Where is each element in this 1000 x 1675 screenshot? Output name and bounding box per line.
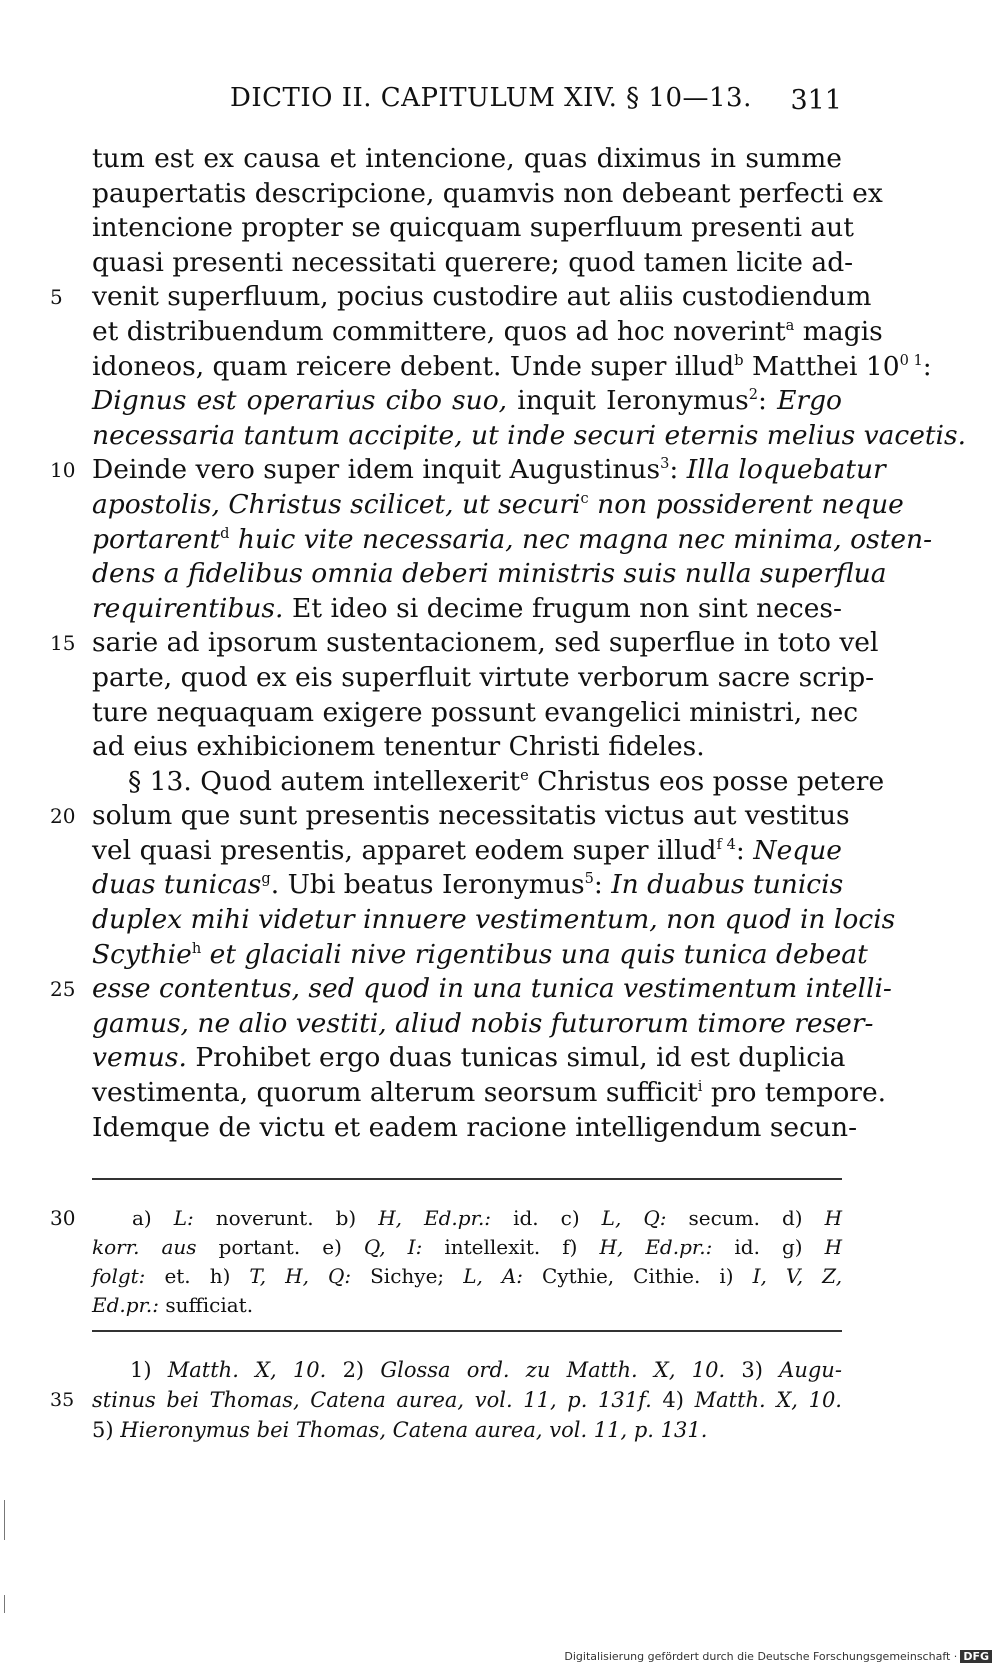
text-line: 10 Deinde vero super idem inquit Augustinus$^3$: Illa loquebatur <box>92 453 842 488</box>
running-title: DICTIO II. CAPITULUM XIV. § 10—13. <box>230 83 752 113</box>
apparatus-line: 30 a) L: noverunt. b) H, Ed.pr.: id. c) L, Q: secum. d) H <box>92 1204 842 1233</box>
text-line: 20 solum que sunt presentis necessitatis victus aut vestitus <box>92 799 842 834</box>
line-number: 10 <box>50 458 76 483</box>
text-line: vemus. Prohibet ergo duas tunicas simul, id est duplicia <box>92 1042 846 1074</box>
text-line: paupertatis descripcione, quamvis non debeant perfecti ex <box>92 177 883 209</box>
apparatus-line: folgt: et. h) T, H, Q: Sichye; L, A: Cythie, Cithie. i) I, V, Z, <box>92 1264 843 1288</box>
text-line: et distribuendum committere, quos ad hoc noverint$^a$ magis <box>92 315 883 347</box>
page-number: 311 <box>790 85 842 116</box>
footnote-line: 1) Matth. X, 10. 2) Glossa ord. zu Matth. X, 10. 3) Augu- <box>130 1358 842 1382</box>
text-line: duas tunicas$^g$. Ubi beatus Ieronymus$^5$: In duabus tunicis <box>92 869 844 901</box>
text-line: 5 venit superfluum, pocius custodire aut aliis custodiendum <box>92 280 842 315</box>
line-number: 15 <box>50 631 76 656</box>
text-line: quasi presenti necessitati querere; quod tamen licite ad- <box>92 246 854 278</box>
text-line: tum est ex causa et intencione, quas diximus in summe <box>92 143 842 174</box>
line-number: 35 <box>50 1389 75 1411</box>
line-number: 20 <box>50 804 76 829</box>
text-line: portarent$^d$ huic vite necessaria, nec magna nec minima, osten- <box>92 523 933 555</box>
text-line: duplex mihi videtur innuere vestimentum, non quod in locis <box>92 904 896 936</box>
text-line: ture nequaquam exigere possunt evangelici ministri, nec <box>92 696 859 728</box>
text-line: vestimenta, quorum alterum seorsum sufficit$^i$ pro tempore. <box>92 1077 887 1109</box>
apparatus-divider <box>92 1178 842 1180</box>
footnote-line: 35 stinus bei Thomas, Catena aurea, vol. 11, p. 131f. 4) Matth. X, 10. <box>92 1385 842 1415</box>
dfg-logo: DFG <box>960 1650 992 1663</box>
text-line: intencione propter se quicquam superfluum presenti aut <box>92 212 854 244</box>
text-line: vel quasi presentis, apparet eodem super illud$^{f 4}$: Neque <box>92 834 842 866</box>
text-line: Dignus est operarius cibo suo, inquit Ieronymus$^2$: Ergo <box>92 385 842 417</box>
main-text <box>50 142 967 1145</box>
text-line: Scythie$^h$ et glaciali nive rigentibus una quis tunica debeat <box>92 938 868 970</box>
text-line: apostolis, Christus scilicet, ut securi$^c$ non possiderent neque <box>92 488 904 520</box>
text-line: ad eius exhibicionem tenentur Christi fideles. <box>92 731 705 763</box>
running-header <box>90 83 842 123</box>
line-number: 30 <box>50 1206 76 1230</box>
text-line: dens a fidelibus omnia deberi ministris suis nulla superflua <box>92 558 887 590</box>
line-number: 5 <box>50 285 63 310</box>
footnote-divider <box>92 1330 842 1332</box>
line-number: 25 <box>50 977 76 1002</box>
text-line: § 13. Quod autem intellexerit$^e$ Christus eos posse petere <box>128 765 885 797</box>
digitization-credit: Digitalisierung gefördert durch die Deutsche Forschungsgemeinschaft · DFG <box>564 1650 992 1663</box>
text-line: 25 esse contentus, sed quod in una tunica vestimentum intelli- <box>92 972 842 1007</box>
margin-scan-mark <box>4 1595 5 1613</box>
margin-scan-mark <box>4 1500 5 1540</box>
text-line: idoneos, quam reicere debent. Unde super illud$^b$ Matthei $10^{0 1}$: <box>92 350 932 382</box>
text-line: requirentibus. Et ideo si decime frugum non sint neces- <box>92 592 842 624</box>
apparatus-line: Ed.pr.: sufficiat. <box>92 1293 254 1317</box>
text-line: gamus, ne alio vestiti, aliud nobis futurorum timore reser- <box>92 1007 874 1039</box>
text-line: 15 sarie ad ipsorum sustentacionem, sed superflue in toto vel <box>92 626 842 661</box>
critical-apparatus <box>50 1204 843 1320</box>
footnote-line: 5) Hieronymus bei Thomas, Catena aurea, vol. 11, p. 131. <box>92 1418 708 1442</box>
apparatus-line: korr. aus portant. e) Q, I: intellexit. f) H, Ed.pr.: id. g) H <box>92 1235 843 1259</box>
footnotes <box>50 1355 842 1445</box>
text-line: Idemque de victu et eadem racione intelligendum secun- <box>92 1111 858 1143</box>
text-line: necessaria tantum accipite, ut inde securi eternis melius vacetis. <box>92 419 967 451</box>
text-line: parte, quod ex eis superfluit virtute verborum sacre scrip- <box>92 661 875 693</box>
